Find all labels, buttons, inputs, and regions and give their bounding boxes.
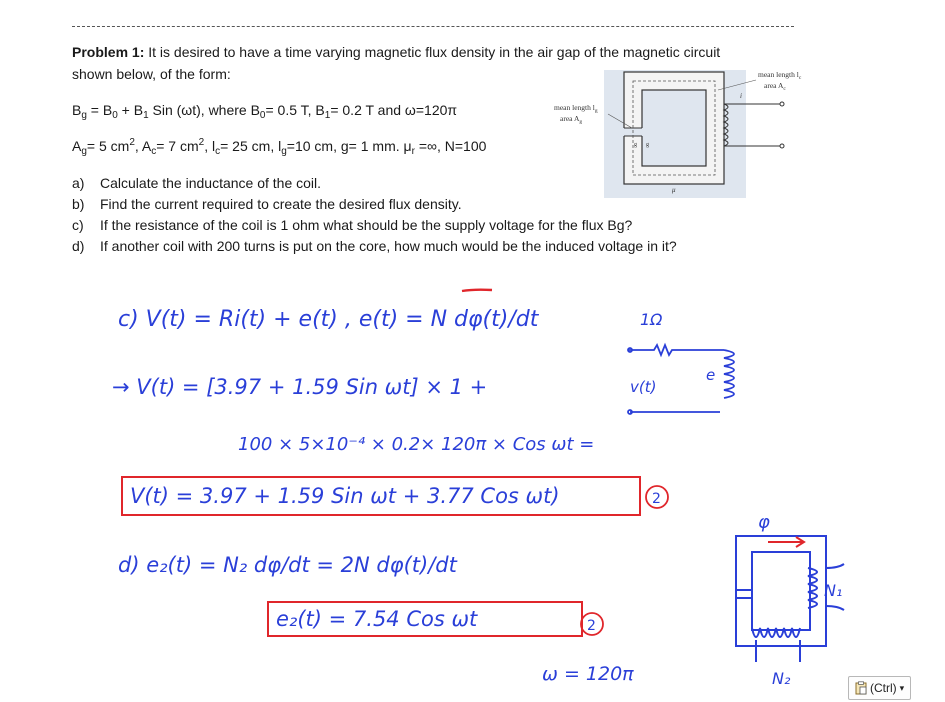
parameter-separator: , <box>270 138 279 154</box>
parameter-separator: , <box>134 138 142 154</box>
label-g-2: g <box>634 142 637 148</box>
paste-options-button[interactable] <box>848 676 911 700</box>
parameter-superscript: 2 <box>129 137 135 148</box>
label-i: i <box>740 92 742 100</box>
hw-line-3: 100 × 5×10⁻⁴ × 0.2× 120π × Cos ωt = <box>238 434 595 455</box>
question-d-label: d) <box>72 238 85 254</box>
parameter-subscript: g <box>281 146 287 157</box>
clipboard-icon <box>855 681 867 695</box>
red-tick-mark <box>462 290 492 291</box>
eq-where-b0-sub: 0 <box>259 110 266 121</box>
hw-line-4: V(t) = 3.97 + 1.59 Sin ωt + 3.77 Cos ωt) <box>130 484 560 508</box>
parameter-value: =∞, N=100 <box>414 138 487 154</box>
label-area-ag: area $A_g$ <box>560 114 583 125</box>
question-d-text: If another coil with 200 turns is put on the core, how much would be the induced voltage in it? <box>100 238 677 254</box>
question-c-label: c) <box>72 217 84 233</box>
parameter-subscript: r <box>411 146 415 157</box>
label-mean-length-lg: mean length $l_g$ <box>554 103 598 114</box>
paste-options-label: (Ctrl) <box>870 681 897 695</box>
parameter-symbol: l <box>278 138 282 154</box>
hw-omega: ω = 120π <box>542 663 634 685</box>
hw-line-1: c) V(t) = Ri(t) + e(t) , e(t) = N dφ(t)/dt <box>118 307 539 332</box>
label-area-ac: area $A_c$ <box>764 81 786 92</box>
chevron-down-icon: ▾ <box>899 683 905 693</box>
parameter-value: = 7 cm <box>156 138 199 154</box>
parameter-separator: , <box>333 138 341 154</box>
mark-c: 2 <box>652 491 661 507</box>
question-a-text: Calculate the inductance of the coil. <box>100 175 322 191</box>
label-mean-length-lc: mean length $l_c$ <box>758 70 802 81</box>
eq-where-b1-sub: 1 <box>324 110 331 121</box>
hw-vt-label: v(t) <box>630 378 657 396</box>
parameter-subscript: c <box>215 146 221 157</box>
parameter-superscript: 2 <box>198 137 205 148</box>
hw-line-6: e₂(t) = 7.54 Cos ωt <box>276 607 478 631</box>
question-b-text: Find the current required to create the desired flux density. <box>100 196 462 212</box>
parameter-value: = 1 mm. μ <box>348 138 412 154</box>
hw-n2-label: N₂ <box>772 669 791 688</box>
parameter-separator: , <box>204 138 212 154</box>
problem-intro-2: shown below, of the form: <box>72 66 231 82</box>
hw-n1-label: N₁ <box>824 581 843 600</box>
parameter-value: = 5 cm <box>86 138 130 154</box>
parameter-symbol: A <box>141 138 152 154</box>
label-mu: μ <box>672 186 676 194</box>
problem-intro-1: It is desired to have a time varying magnetic flux density in the air gap of the magnetic circuit <box>148 44 721 60</box>
hw-resistor-label: 1Ω <box>640 310 663 329</box>
parameter-subscript: g <box>81 146 87 157</box>
eq-bg: B <box>72 102 82 118</box>
question-a-label: a) <box>72 175 85 191</box>
eq-b1-val: = 0.2 T and ω=120π <box>330 102 458 118</box>
parameter-value: =10 cm <box>286 138 334 154</box>
hw-line-5: d) e₂(t) = N₂ dφ/dt = 2N dφ(t)/dt <box>118 553 457 577</box>
parameter-symbol: A <box>72 138 82 154</box>
parameter-value: = 25 cm <box>220 138 271 154</box>
eq-b1-sub: 1 <box>143 110 149 121</box>
parameter-symbol: l <box>211 138 216 154</box>
eq-eq-b: = B <box>90 102 113 118</box>
parameter-symbol: g <box>340 138 349 154</box>
question-c-text: If the resistance of the coil is 1 ohm what should be the supply voltage for the flux Bg? <box>100 217 633 233</box>
mark-d: 2 <box>587 618 596 634</box>
hw-line-2: → V(t) = [3.97 + 1.59 Sin ωt] × 1 + <box>112 375 488 399</box>
question-b-label: b) <box>72 196 85 212</box>
eq-plus-b: + B <box>121 102 144 118</box>
hw-phi-label: φ <box>758 512 770 533</box>
eq-b0-val: = 0.5 T, B <box>265 102 325 118</box>
problem-title: Problem 1: <box>72 44 145 60</box>
eq-sin: Sin (ωt), where B <box>152 102 260 118</box>
eq-bg-sub: g <box>81 110 87 121</box>
hw-e-label: e <box>706 366 716 384</box>
label-g-1: g <box>646 142 649 148</box>
eq-b0-sub: 0 <box>112 110 118 121</box>
parameter-subscript: c <box>151 146 157 157</box>
